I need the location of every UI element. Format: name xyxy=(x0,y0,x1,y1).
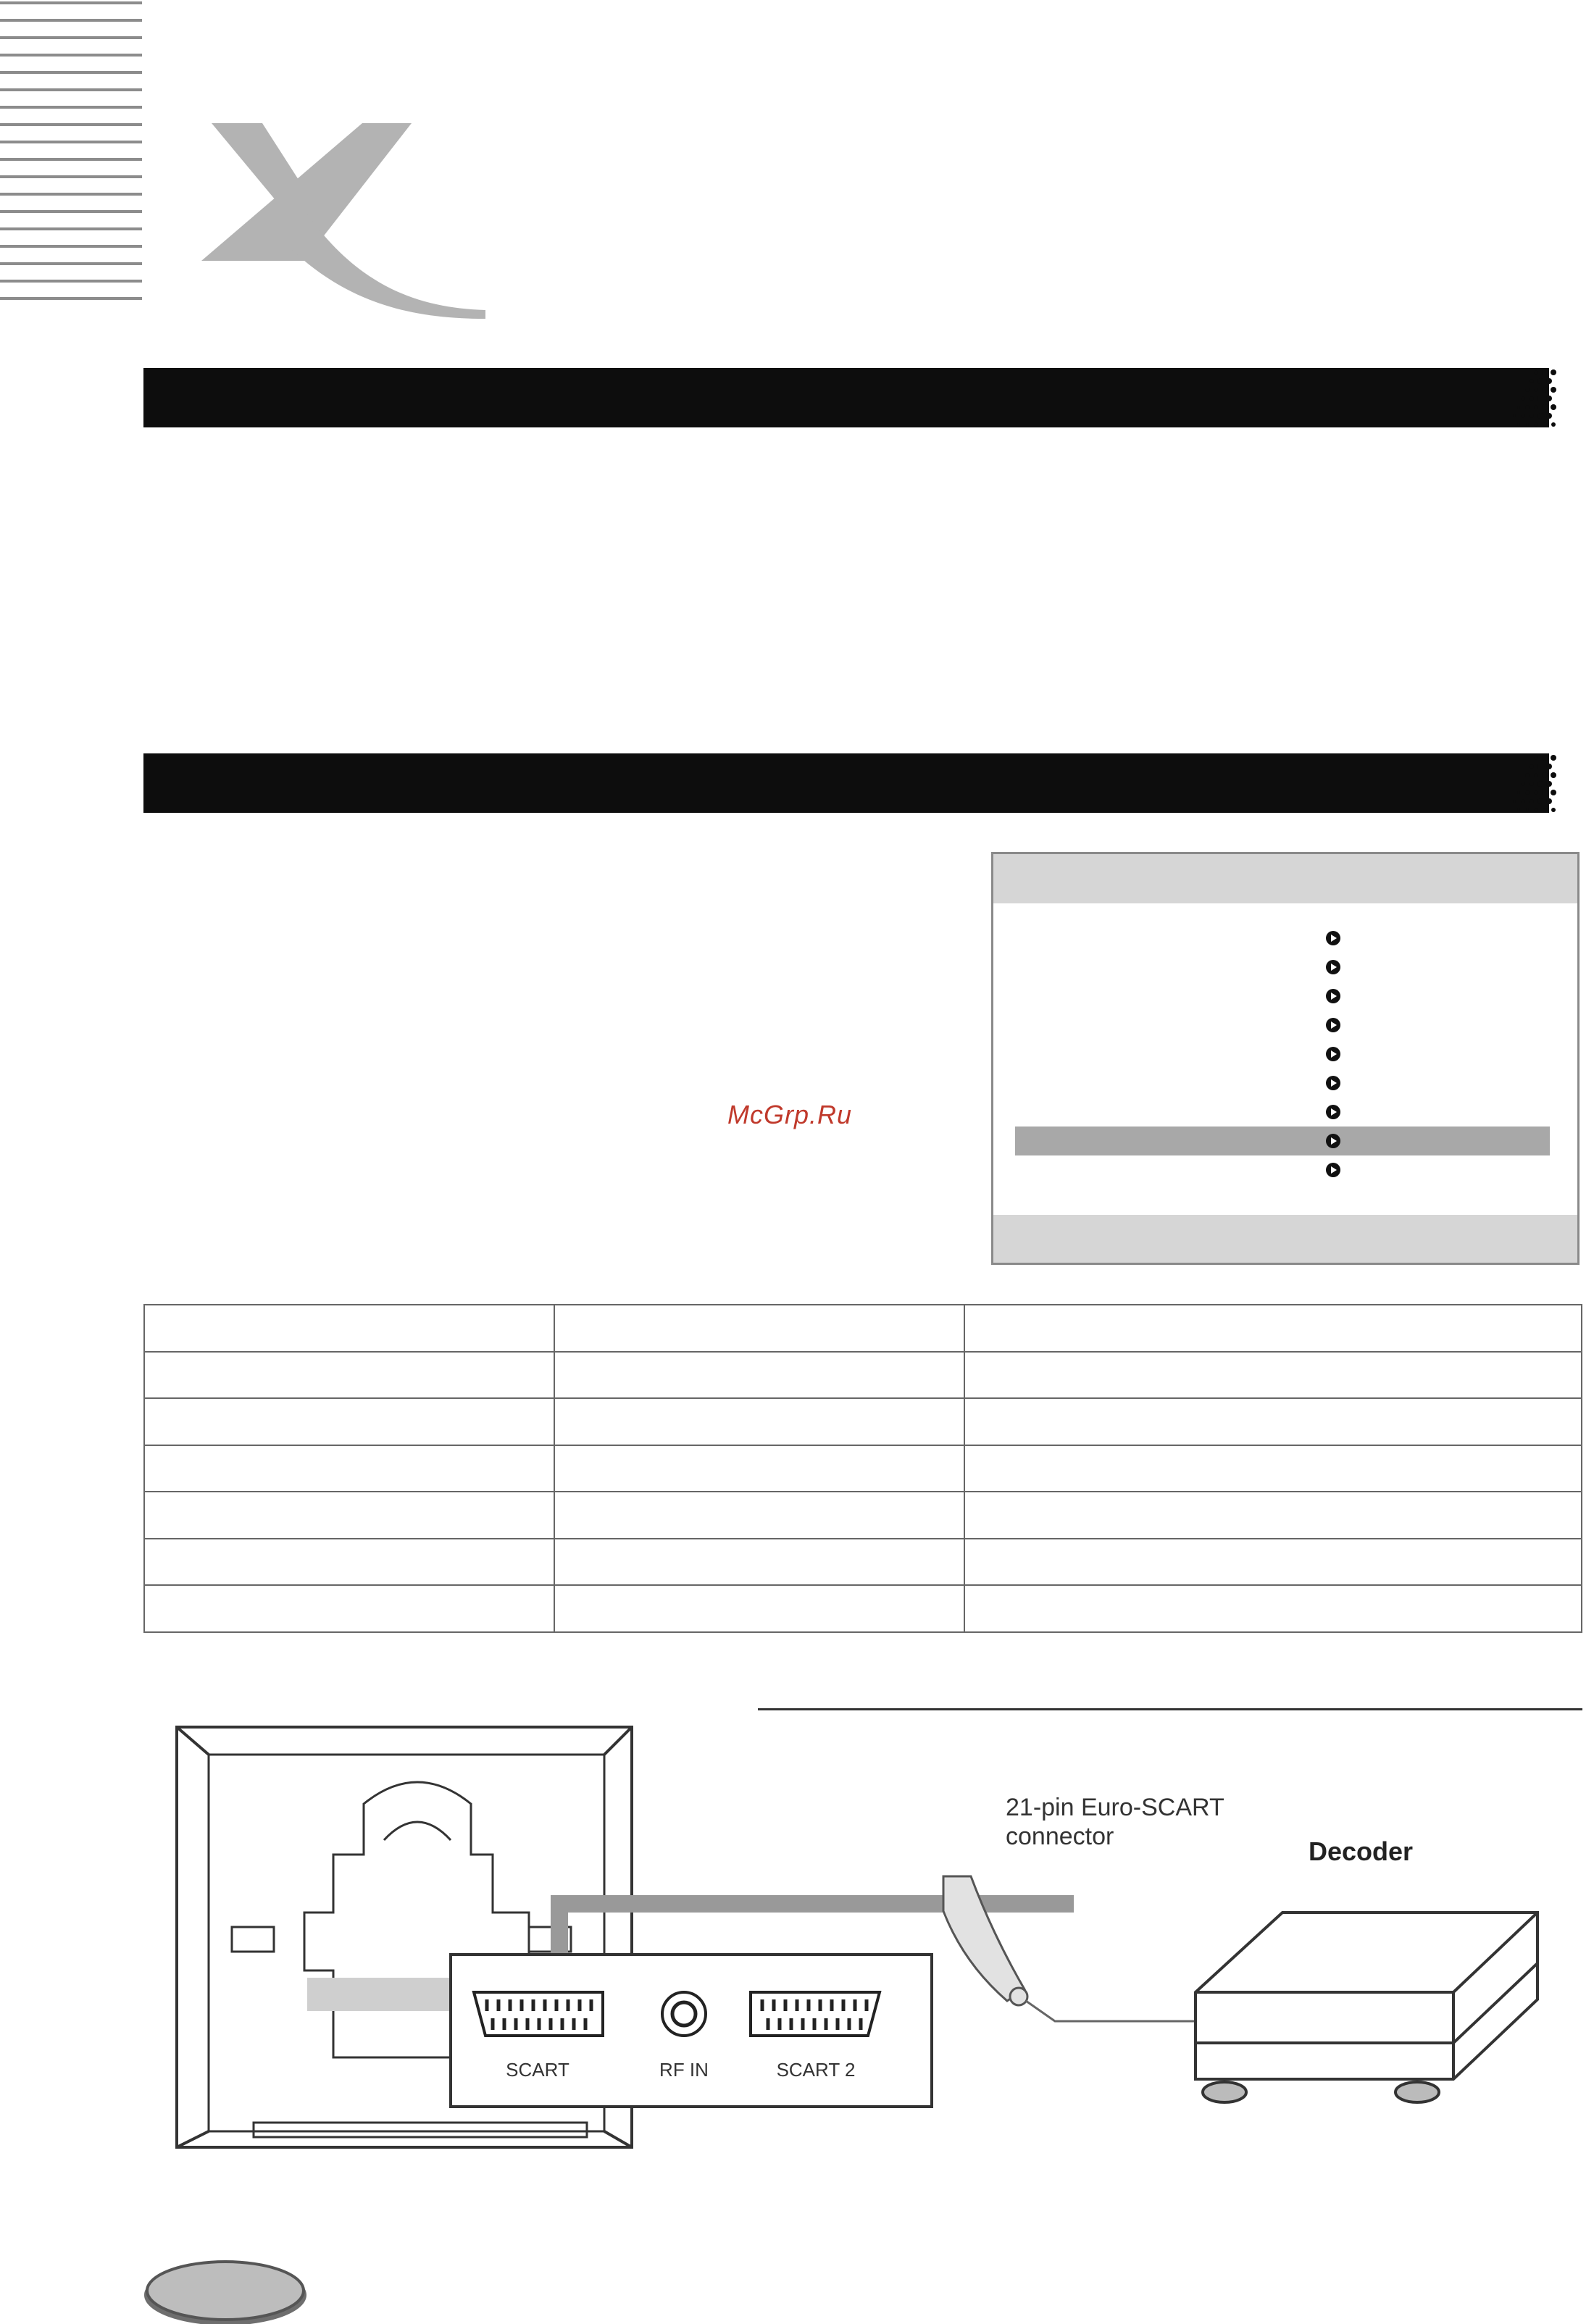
section-header-bar-1 xyxy=(143,368,1549,427)
play-arrow-icon xyxy=(1325,959,1341,975)
table-cell xyxy=(964,1352,1582,1399)
table-row xyxy=(144,1585,1582,1632)
osd-menu-item[interactable] xyxy=(1015,1069,1550,1098)
scart-cable xyxy=(1026,2001,1217,2021)
port-label-scart: SCART xyxy=(506,2059,569,2081)
brand-x-logo xyxy=(196,123,485,319)
table-cell xyxy=(554,1398,964,1445)
play-arrow-icon xyxy=(1325,930,1341,946)
osd-menu-item[interactable] xyxy=(1015,1155,1550,1184)
decoder-box xyxy=(1196,1913,1537,2102)
scart-connection-diagram xyxy=(152,1717,1587,2166)
table-cell xyxy=(144,1492,554,1539)
table-cell xyxy=(964,1539,1582,1586)
table-cell xyxy=(144,1305,554,1352)
halftone-dots-decoration xyxy=(1482,368,1562,427)
table-cell xyxy=(554,1539,964,1586)
osd-menu xyxy=(991,852,1580,1265)
table-row xyxy=(144,1492,1582,1539)
table-row xyxy=(144,1305,1582,1352)
play-arrow-icon xyxy=(1325,1162,1341,1178)
table-cell xyxy=(144,1445,554,1492)
table-cell xyxy=(554,1585,964,1632)
osd-menu-item[interactable] xyxy=(1015,982,1550,1011)
table-cell xyxy=(144,1585,554,1632)
table-cell xyxy=(144,1398,554,1445)
osd-menu-item-selected[interactable] xyxy=(1015,1127,1550,1155)
table-cell xyxy=(964,1445,1582,1492)
osd-menu-item[interactable] xyxy=(1015,924,1550,953)
margin-stripes xyxy=(0,0,142,312)
osd-menu-item[interactable] xyxy=(1015,1011,1550,1040)
port-label-rf-in: RF IN xyxy=(659,2059,709,2081)
decoder-label: Decoder xyxy=(1309,1836,1414,1866)
port-panel xyxy=(451,1955,932,2107)
table-cell xyxy=(144,1352,554,1399)
play-arrow-icon xyxy=(1325,1133,1341,1149)
play-arrow-icon xyxy=(1325,1075,1341,1091)
table-cell xyxy=(554,1305,964,1352)
table-row xyxy=(144,1539,1582,1586)
table-cell xyxy=(554,1445,964,1492)
connector-label-line2: connector xyxy=(1006,1823,1114,1850)
play-arrow-icon xyxy=(1325,988,1341,1004)
table-cell xyxy=(964,1398,1582,1445)
page-number-badge xyxy=(142,2259,309,2324)
osd-menu-item[interactable] xyxy=(1015,953,1550,982)
osd-menu-item[interactable] xyxy=(1015,1040,1550,1069)
play-arrow-icon xyxy=(1325,1046,1341,1062)
section-header-bar-2 xyxy=(143,753,1549,813)
table-cell xyxy=(144,1539,554,1586)
table-cell xyxy=(964,1585,1582,1632)
watermark-text: McGrp.Ru xyxy=(727,1100,853,1129)
play-arrow-icon xyxy=(1325,1017,1341,1033)
port-label-scart-2: SCART 2 xyxy=(776,2059,856,2081)
connector-label-line1: 21-pin Euro-SCART xyxy=(1006,1794,1224,1821)
table-row xyxy=(144,1445,1582,1492)
table-row xyxy=(144,1398,1582,1445)
table-cell xyxy=(554,1352,964,1399)
osd-menu-header xyxy=(993,854,1577,903)
table-cell xyxy=(964,1305,1582,1352)
osd-menu-item[interactable] xyxy=(1015,1098,1550,1127)
osd-menu-footer xyxy=(993,1215,1577,1263)
settings-table xyxy=(143,1304,1582,1633)
table-cell xyxy=(964,1492,1582,1539)
horizontal-rule xyxy=(758,1708,1582,1710)
table-cell xyxy=(554,1492,964,1539)
halftone-dots-decoration xyxy=(1482,753,1562,813)
table-row xyxy=(144,1352,1582,1399)
play-arrow-icon xyxy=(1325,1104,1341,1120)
